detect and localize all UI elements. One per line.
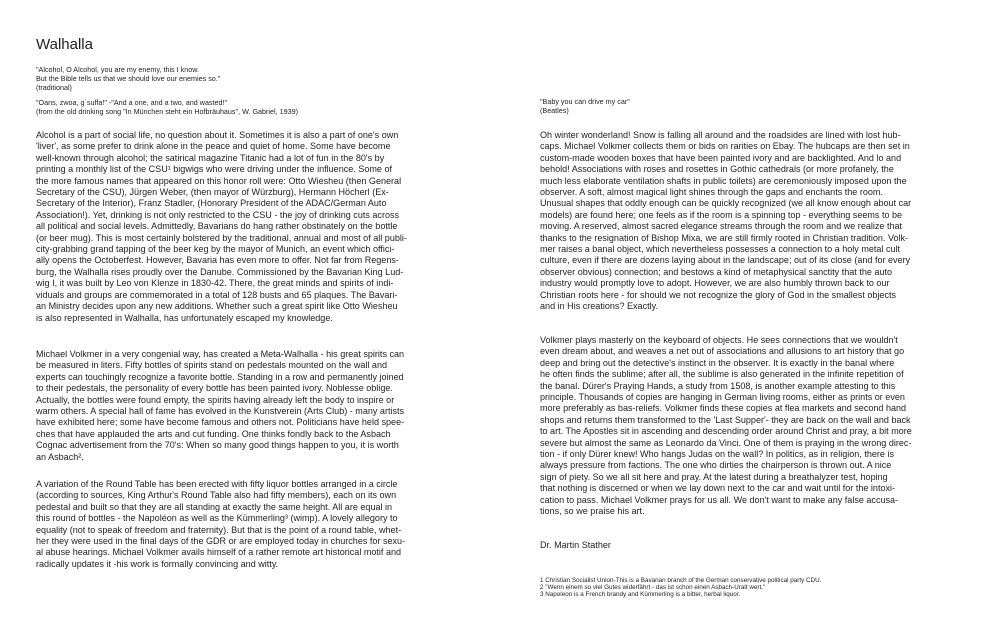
epigraph-beatles — [540, 97, 630, 115]
paragraph-winter-wonderland — [540, 130, 911, 313]
text-line: industry would promptly love to adopt. However, we are also humbly thrown back to our — [540, 278, 890, 289]
text-line: equality (not to speak of freedom and fraternity). But that is the point of a round table, whet- — [36, 524, 402, 535]
text-line: Alcohol is a part of social life, no question about it. Sometimes it is also a part of one's own — [36, 130, 399, 140]
text-line: sign of piety. So we all sit here and pray. At the latest during a breathalyzer test, hoping — [540, 471, 888, 482]
text-line: principle. Thousands of copies are hanging in German living rooms, either as prints or even — [540, 392, 905, 403]
text-line: behold! Associations with roses and rosettes in Gothic cathedrals (or more profanely, the — [540, 164, 894, 175]
text-line: Secretary of the CSU), Jürgen Weber, (then mayor of Würzburg), Hermann Höcherl (Ex- — [36, 187, 389, 198]
epigraph-line: "Baby you can drive my car" — [540, 97, 630, 106]
text-line: the banal. Dürer's Praying Hands, a study from 1508, is another example attesting to this — [540, 380, 896, 391]
text-line: tion - if only Dürer knew! Who hangs Judas on the wall? In politics, as in religion, there is — [540, 449, 895, 460]
text-line: all political and social levels. Admittedly, Bavarians do hang rather obstinately on the bottle — [36, 221, 398, 232]
text-line: much less elaborate ventilation shafts in public toilets) are ceremoniously imposed upon the — [540, 175, 907, 186]
paragraph-meta-walhalla — [36, 349, 404, 463]
text-line: severe but almost the same as Leonardo da Vinci. One of them is praying in the wrong direc- — [540, 437, 912, 448]
footnote: 2 "Wenn einem so viel Gutes widerfährt - das ist schon einen Asbach-Uralt wert." — [540, 584, 766, 592]
text-line: to art. The Apostles sit in ascending and descending order around Christ and pray, a bit more — [540, 426, 912, 437]
text-line: be measured in liters. Fifty bottles of spirits stand on pedestals mounted on the wall and — [36, 360, 388, 371]
text-line: ches that have applauded the arts and cut funding. One thinks fondly back to the Asbach — [36, 428, 391, 439]
text-line: have exhibited here; some have become famous and others not. Politicians have held spee- — [36, 417, 405, 428]
text-line: custom-made wooden boxes that have been painted ivory and are backlighted. And lo and — [540, 152, 902, 163]
text-line: deep and bring out the detective's instinct in the observer. It is exactly in the banal where — [540, 357, 895, 368]
text-line: her they were used in the final days of the GDR or are employed today in churches for sexu- — [36, 536, 406, 547]
text-line: viduals and groups are commemorated in a total of 128 busts and 65 plaques. The Bavari- — [36, 289, 398, 300]
text-line: observer obvious) connection; and bestows a kind of metaphysical sanctity that the auto — [540, 266, 893, 277]
text-line: 'liver', as some prefer to drink alone in the peace and quiet of home. Some have become — [36, 141, 391, 152]
text-line: even dream about, and weaves a net out of associations and allusions to art history that go — [540, 346, 905, 357]
text-line: Christian roots here - for should we not recognize the glory of God in the smallest objects — [540, 289, 897, 300]
paragraph-alcohol-social-life — [36, 130, 407, 324]
text-line: (or beer mug). This is most certainly bolstered by the traditional, annual and most of all publi- — [36, 232, 407, 243]
epigraph-line: "Alcohol, O Alcohol, you are my enemy, this I know. — [36, 65, 200, 74]
text-line: thanks to the resignation of Bishop Mixa, we are still firmly rooted in Christian tradition. Volk- — [540, 232, 909, 243]
text-line: (according to sources, King Arthur's Round Table also had fifty members), each on its own — [36, 490, 397, 501]
text-line: Secretary of the Interior), Franz Stadler, (Honorary President of the ADAC/German Auto — [36, 198, 387, 209]
paragraph-keyboard-of-objects — [540, 335, 912, 518]
text-line: radically updates it -his work is formally convincing and witty. — [36, 558, 279, 569]
text-line: al abuse hearings. Michael Volkmer avails himself of a rather remote art historical motif and — [36, 547, 402, 558]
text-line: Michael Volkmer in a very congenial way, has created a Meta-Walhalla - his great spirits can — [36, 349, 405, 359]
author-signature: Dr. Martin Stather — [540, 540, 611, 550]
epigraph-alcohol — [36, 65, 220, 92]
text-line: Unusual shapes that oddly enough can be quickly recognized (we all know enough about car — [540, 198, 912, 209]
epigraph-line: But the Bible tells us that we should love our enemies so." — [36, 74, 221, 83]
footnotes — [540, 577, 821, 599]
text-line: A variation of the Round Table has been erected with fifty liquor bottles arranged in a circle — [36, 479, 398, 489]
text-line: is also represented in Walhalla, has unfortunately escaped my knowledge. — [36, 312, 333, 323]
text-line: tions, so we praise his art. — [540, 506, 645, 517]
text-line: this round of bottles - the Napoléon as well as the Kümmerling³ (wimp). A lovely allegory to — [36, 513, 398, 524]
text-line: more preferably as bas-reliefs. Volkmer finds these copies at flea markets and second hand — [540, 403, 907, 414]
epigraph-drinking-song — [36, 98, 298, 116]
text-line: Association!). Yet, drinking is not only restricted to the CSU - the joy of drinking cuts across — [36, 209, 400, 220]
text-line: Cognac advertisement from the 70's: When so many good things happen to you, it is worth — [36, 440, 399, 451]
text-line: Actually, the bottles were found empty, the spirits having already left the body to inspire or — [36, 394, 395, 405]
footnote: 1 Christian Socialist Union-This is a Bavarian branch of the German conservative political party CDU. — [540, 577, 822, 584]
epigraph-line: (from the old drinking song "In München steht ein Hofbräuhaus", W. Gabriel, 1939) — [36, 107, 298, 116]
text-line: pedestal and built so that they are all standing at exactly the same height. All are equal in — [36, 501, 393, 512]
text-line: moving. A reserved, almost sacred elegance streams through the room and we realize that — [540, 221, 903, 232]
text-line: wig I, it was built by Leo von Klenze in 1830-42. There, the great minds and spirits of indi- — [36, 278, 394, 289]
text-line: printing a monthly list of the CSU¹ bigwigs who were driving under the influence. Some of — [36, 164, 393, 175]
text-line: observer. A soft, almost magical light shines through the gaps and enchants the room. — [540, 187, 883, 198]
text-line: the more famous names that appeared on this honor roll were: Otto Wiesheu (then General — [36, 175, 402, 186]
text-line: burg, the Walhalla rises proudly over the Danube. Commissioned by the Bavarian King Lud- — [36, 266, 404, 277]
text-line: mer raises a banal object, which nevertheless possesses a connection to a holy metal cult — [540, 244, 901, 255]
text-line: he often finds the sublime; after all, the sublime is also generated in the infinite repetition of — [540, 369, 904, 380]
text-line: cation to pass. Michael Volkmer prays for us all. We don't want to make any false accusa- — [540, 494, 899, 505]
text-line: always pressure from factions. The one who dirties the chairperson is thrown out. A nice — [540, 460, 892, 471]
text-line: experts can touchingly recognize a favorite bottle. Standing in a row and permanently joined — [36, 371, 404, 382]
epigraph-line: (Beatles) — [540, 106, 569, 115]
text-line: city-grabbing grand tapping of the beer keg by the mayor of Munich, an event which offici- — [36, 244, 395, 255]
epigraph-line: (traditional) — [36, 83, 72, 92]
text-line: caps. Michael Volkmer collects them or bids on rarities on Ebay. The hubcaps are then set in — [540, 141, 910, 152]
text-line: warm others. A special hall of fame has evolved in the Kunstverein (Arts Club) - many artists — [36, 406, 405, 417]
text-line: an Ministry decides upon any new additions. Whether such a great spirit like Otto Wiesheu — [36, 301, 398, 312]
text-line: well-known through alcohol; the satirical magazine Titanic had a lot of fun in the 80's by — [36, 152, 385, 163]
text-line: models) are found here; one feels as if the room is a spinning top - everything seems to be — [540, 209, 903, 220]
footnote: 3 Napoleon is a French brandy and Kümmerling is a bitter, herbal liquor. — [540, 591, 741, 599]
epigraph-line: "Oans, zwoa, g`suffa!" -"And a one, and a two, and wasted!" — [36, 98, 228, 107]
text-line: Volkmer plays masterly on the keyboard of objects. He sees connections that we wouldn't — [540, 335, 898, 345]
text-line: that nothing is discerned or when we lay down next to the car and wait until for the intoxi- — [540, 483, 896, 494]
text-line: to their pedestals, the personality of every bottle has been painted ivory. Noblesse oblige. — [36, 383, 393, 394]
page-title: Walhalla — [36, 36, 93, 53]
text-line: shops and returns them transformed to the 'Last Supper'- they are back on the wall and back — [540, 414, 911, 425]
text-line: Oh winter wonderland! Snow is falling all around and the roadsides are lined with lost hub- — [540, 130, 901, 140]
paragraph-round-table — [36, 479, 405, 570]
text-line: culture, even if there are dozens laying about in the landscape; out of its close (and for every — [540, 255, 911, 266]
text-line: ally opens the Octoberfest. However, Bavaria has even more to offer. Not far from Regens- — [36, 255, 399, 266]
text-line: and in His creations? Exactly. — [540, 301, 658, 312]
text-line: an Asbach². — [36, 451, 84, 462]
